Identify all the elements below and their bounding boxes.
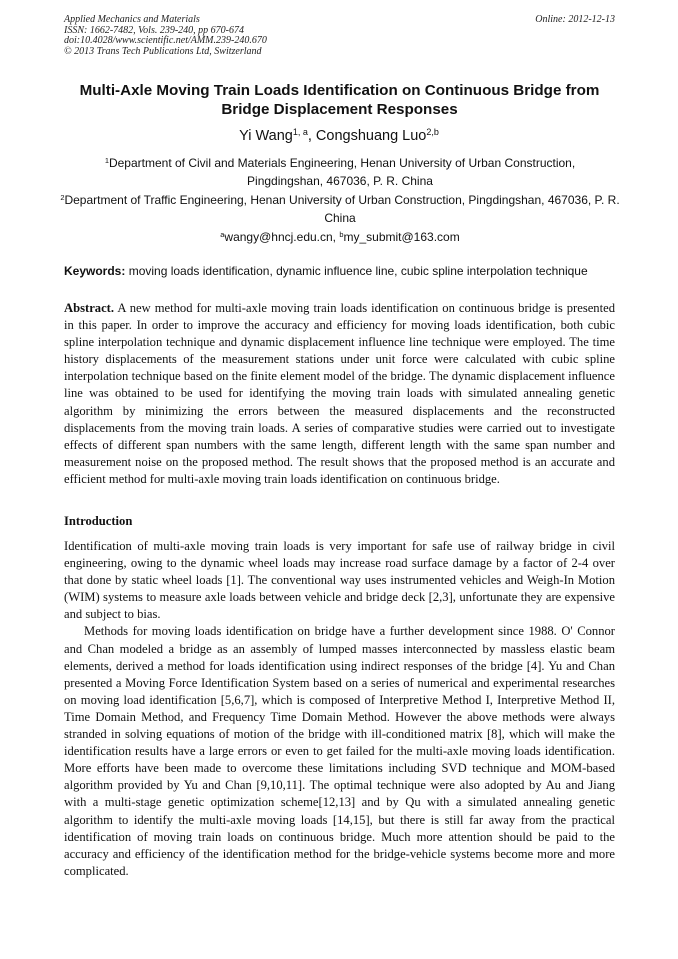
email-b-superscript: b	[339, 229, 344, 239]
affiliation-1-superscript: 1	[104, 155, 109, 165]
affiliation-1-text: Department of Civil and Materials Engineering, Henan University of Urban Construction, Pingdingshan, 467036, P. R. China	[108, 156, 576, 188]
doi-line: doi:10.4028/www.scientific.net/AMM.239-240.670	[64, 35, 267, 46]
keywords-line	[64, 264, 624, 278]
journal-header	[64, 15, 615, 57]
email-a-superscript: a	[220, 229, 225, 239]
author-separator: ,	[307, 128, 316, 144]
introduction-paragraph-2: Methods for moving loads identification on bridge have a further development since 1988. O' Connor and Chan modeled a bridge as an assembly of lumped masses interconnected by massless elastic beam elements, derived a method for loads identification using indirect responses of the bridge [4]. Yu and Chan presented a Moving Force Identification System based on a series of numerical and experimental researches on moving load identification [5,6,7], which is composed of Interpretive Method I, Interpretive Method II, Time Domain Method, and Frequency Time Domain Method. However the above methods were always stranded in solving equations of motion of the bridge with ill-conditioned matrix [8], which will make the identification results have a large errors or even to get failed for the multi-axle moving loads identification. More efforts have been made to overcome these limitations including SVD technique and MOM-based algorithm provided by Yu and Chan [9,10,11]. The optimal technique were also adopted by Au and Jiang with a multi-stage genetic optimization scheme[12,13] and by Qu with a simulated annealing genetic algorithm to identify the multi-axle moving loads [14,15], but there is still far away from the practical identification of moving train loads on continuous bridge. Much more attention should be paid to the accuracy and efficiency of the identification method for the bridge-vehicle systems become more and more complicated.	[64, 624, 615, 878]
author-line	[0, 128, 678, 144]
author-1-superscript: 1, a	[292, 127, 308, 138]
affiliation-2-superscript: 2	[60, 192, 65, 202]
abstract	[64, 300, 615, 488]
copyright-line: © 2013 Trans Tech Publications Ltd, Switzerland	[64, 45, 262, 57]
affiliation-1	[70, 155, 610, 190]
affiliation-2-text: Department of Traffic Engineering, Henan University of Urban Construction, Pingdingshan, 467036, P. R. China	[64, 193, 620, 225]
email-a: wangy@hncj.edu.cn,	[224, 230, 340, 244]
introduction-paragraph-1: Identification of multi-axle moving train loads is very important for safe use of railway bridge in civil engineering, owing to the dynamic wheel loads may increase road surface damage by a factor of 2-4 over that done by static wheel loads [1]. The conventional way uses instrumented vehicles and Weigh-In Motion (WIM) systems to measure axle loads between vehicle and bridge deck [2,3], unfortunate they are expensive and subject to bias.	[64, 539, 615, 622]
issn-line: ISSN: 1662-7482, Vols. 239-240, pp 670-674	[64, 24, 244, 36]
introduction-body	[64, 538, 615, 880]
author-2-superscript: 2,b	[426, 127, 439, 138]
author-1-name: Yi Wang	[239, 128, 293, 144]
affiliation-2	[60, 192, 620, 227]
introduction-heading: Introduction	[64, 514, 133, 528]
author-2-name: Congshuang Luo	[315, 128, 427, 144]
abstract-text: A new method for multi-axle moving train loads identification on continuous bridge is presented in this paper. In order to improve the accuracy and efficiency for moving loads identification, both cubic spline interpolation technique and dynamic displacement influence line technique were employed. The time history displacements of the measurement stations under unit force were calculated with cubic spline interpolation technique based on the finite element model of the bridge. The dynamic displacement influence line was obtained to be used for identifying the moving train loads with simulated annealing genetic algorithm by minimizing the errors between the measured displacements and the reconstructed displacements from the moving train loads. A series of comparative studies were carried out to investigate effects of different span numbers with the same length, different length with the same span number and measurement noise on the proposed method. The result shows that the proposed method is an accurate and efficient method for multi-axle moving train loads identification on continuous bridge.	[64, 301, 615, 486]
abstract-label: Abstract.	[64, 301, 115, 315]
journal-name: Applied Mechanics and Materials	[64, 14, 200, 25]
paper-title: Multi-Axle Moving Train Loads Identification on Continuous Bridge from Bridge Displacement Responses	[79, 82, 600, 118]
online-date: Online: 2012-12-13	[535, 14, 615, 25]
keywords-text: moving loads identification, dynamic influence line, cubic spline interpolation technique	[125, 264, 588, 278]
keywords-label: Keywords:	[64, 264, 126, 278]
email-b: my_submit@163.com	[343, 230, 460, 244]
email-line	[70, 229, 610, 247]
